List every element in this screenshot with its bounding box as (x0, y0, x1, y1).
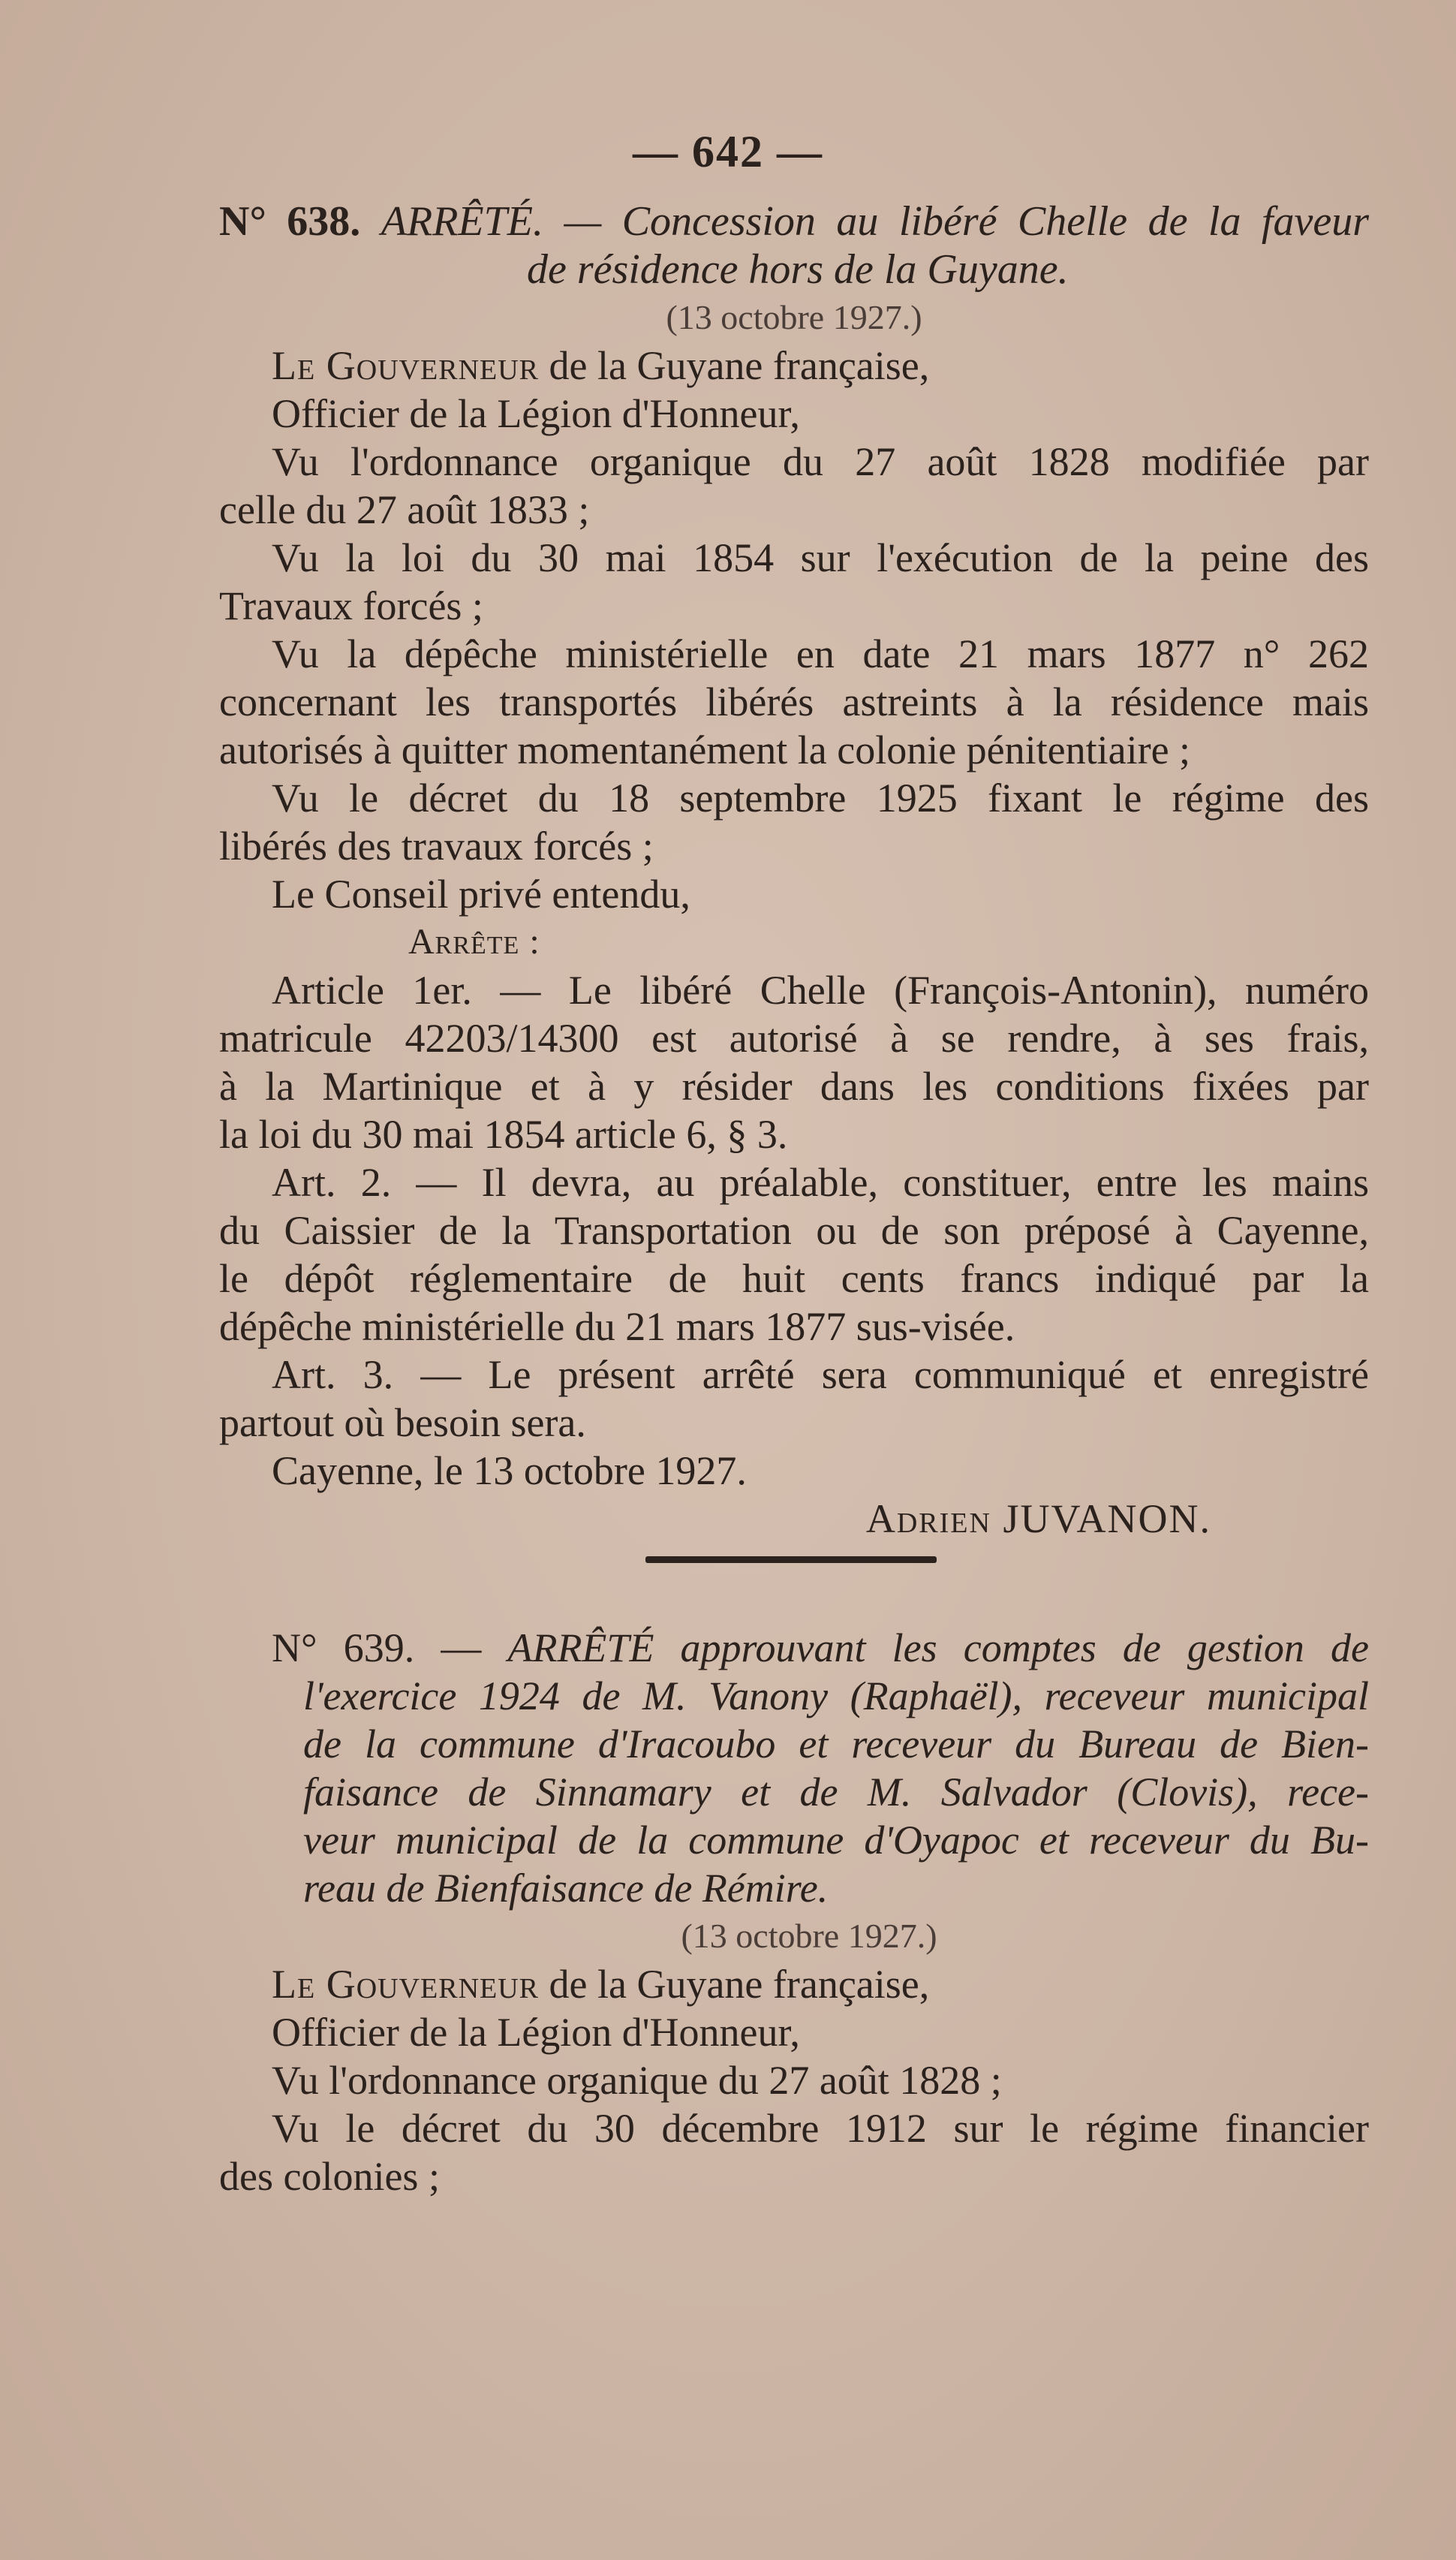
vu1-line2: celle du 27 août 1833 ; (219, 487, 590, 532)
gouverneur-title: Le Gouverneur (272, 343, 540, 388)
article2-line1: Art. 2. — Il devra, au préalable, constituer, entre les mains (272, 1160, 1369, 1205)
article1-line1: Article 1er. — Le libéré Chelle (François-Antonin), numéro (272, 968, 1369, 1013)
arrete-label: Arrête : (408, 922, 540, 962)
gouverneur-rest: de la Guyane française, (539, 343, 930, 388)
article2-line3: le dépôt réglementaire de huit cents francs indiqué par la (219, 1256, 1369, 1301)
vu3-line3: autorisés à quitter momentanément la colonie pénitentiaire ; (219, 727, 1191, 773)
article1-line2: matricule 42203/14300 est autorisé à se rendre, à ses frais, (219, 1016, 1369, 1061)
conseil-line: Le Conseil privé entendu, (272, 872, 690, 917)
vu2-line2: Travaux forcés ; (219, 583, 483, 628)
arrete-638-heading-line2: de résidence hors de la Guyane. (527, 246, 1069, 293)
arrete-639-heading-line4: faisance de Sinnamary et de M. Salvador (Clovis), rece- (303, 1769, 1369, 1815)
article2-line2: du Caissier de la Transportation ou de son préposé à Cayenne, (219, 1208, 1369, 1253)
vu2-line1-639: Vu le décret du 30 décembre 1912 sur le régime financier (272, 2106, 1369, 2151)
arrete-639-heading-line2: l'exercice 1924 de M. Vanony (Raphaël), receveur municipal (303, 1673, 1369, 1718)
vu3-line1: Vu la dépêche ministérielle en date 21 mars 1877 n° 262 (272, 631, 1369, 676)
vu3-line2: concernant les transportés libérés astreints à la résidence mais (219, 679, 1369, 724)
arrete-639-heading-line5: veur municipal de la commune d'Oyapoc et receveur du Bu- (303, 1818, 1369, 1863)
arrete-638-title-rest: — Concession au libéré Chelle de la faveur (564, 198, 1369, 245)
signature: Adrien JUVANON. (865, 1496, 1211, 1541)
article1-line3: à la Martinique et à y résider dans les conditions fixées par (219, 1064, 1369, 1109)
arrete-639 (219, 1624, 1369, 2200)
arrete-638-number: N° 638. (219, 198, 361, 245)
vu4-line2: libérés des travaux forcés ; (219, 824, 654, 869)
officier-line: Officier de la Légion d'Honneur, (272, 391, 800, 436)
article2-line4: dépêche ministérielle du 21 mars 1877 sus-visée. (219, 1304, 1015, 1349)
gouverneur-title-639: Le Gouverneur (272, 1962, 540, 2007)
gouverneur-rest-639: de la Guyane française, (539, 1962, 930, 2007)
article3-line1: Art. 3. — Le présent arrêté sera communiqué et enregistré (272, 1352, 1369, 1397)
vu1-line1: Vu l'ordonnance organique du 27 août 1828 modifiée par (272, 439, 1369, 484)
vu4-line1: Vu le décret du 18 septembre 1925 fixant le régime des (272, 776, 1369, 821)
officier-line-639: Officier de la Légion d'Honneur, (272, 2010, 800, 2055)
arrete-639-heading-line3: de la commune d'Iracoubo et receveur du Bureau de Bien- (303, 1721, 1369, 1766)
arrete-638-title-word: ARRÊTÉ. (381, 198, 543, 245)
arrete-639-title: ARRÊTÉ approuvant les comptes de gestion de (507, 1625, 1369, 1670)
article1-line4: la loi du 30 mai 1854 article 6, § 3. (219, 1112, 788, 1157)
vu2-line1: Vu la loi du 30 mai 1854 sur l'exécution de la peine des (272, 535, 1369, 580)
arrete-639-number: N° 639. — (272, 1625, 482, 1670)
arrete-638 (219, 197, 1369, 1543)
section-divider (645, 1556, 937, 1563)
arrete-639-heading-line1 (219, 1624, 1369, 1672)
vu2-line2-639: des colonies ; (219, 2154, 440, 2199)
arrete-638-date: (13 octobre 1927.) (666, 298, 922, 336)
article3-line2: partout où besoin sera. (219, 1400, 586, 1445)
vu1-line-639: Vu l'ordonnance organique du 27 août 1828 ; (272, 2058, 1002, 2103)
page-number: — 642 — (633, 127, 823, 176)
arrete-639-heading-line6: reau de Bienfaisance de Rémire. (303, 1866, 829, 1911)
gouverneur-line (219, 342, 1369, 390)
gouverneur-line-639 (219, 1960, 1369, 2008)
place-date-line: Cayenne, le 13 octobre 1927. (272, 1448, 747, 1493)
arrete-638-heading (219, 197, 1369, 245)
arrete-639-date: (13 octobre 1927.) (681, 1917, 937, 1955)
